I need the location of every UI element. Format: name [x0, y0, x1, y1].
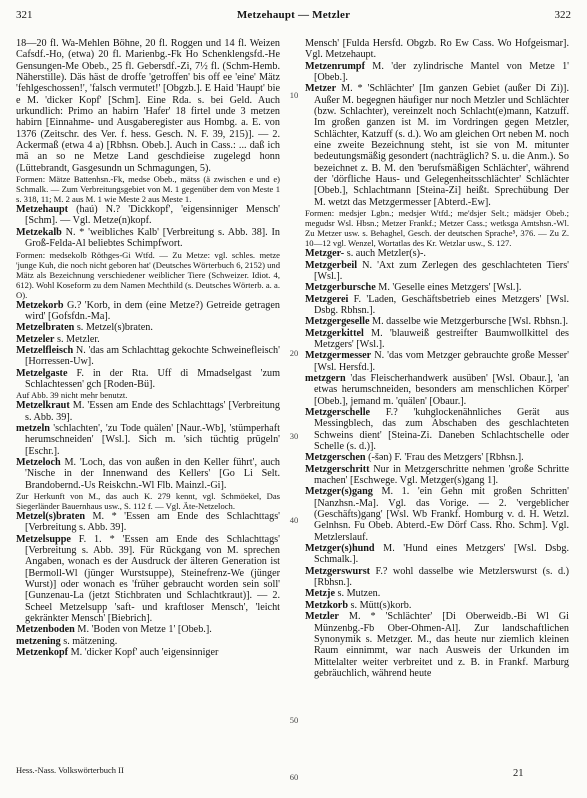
dictionary-entry [16, 457, 280, 491]
entry-text: Nur in Metzgerschritte nehmen 'große Schritte machen' [Eschwege. Vgl. Metzger(s)gang 1]. [314, 463, 569, 487]
headword: Metzelbraten [16, 322, 75, 334]
dictionary-entry [16, 511, 280, 534]
entry-text: Zur Herkunft von M., das auch K. 279 kennt, vgl. Schmöekel, Das Siegerländer Bauernhaus usw., S. 112 f. — Vgl. Äte-Netzeloch. [16, 491, 280, 511]
entry-text: 'schlachten', 'zu Tode quälen' [Naur.-Wb], 'stümperhaft herumschneiden' [Wsl.]. Sich m. 'sich tüchtig prügeln' [Eschr.]. [25, 422, 280, 457]
headword: Metzgerswurst [305, 565, 371, 577]
headword: Metzenrumpf [305, 60, 365, 72]
dictionary-entry [305, 566, 569, 589]
line-number: 60 [289, 772, 299, 782]
entry-text: M. 'Geselle eines Metzgers' [Wsl.]. [375, 282, 522, 294]
headword: Metzekorb [16, 299, 64, 311]
headword: Metzehaupt [16, 204, 69, 216]
continued-text [305, 38, 569, 61]
dictionary-entry [16, 624, 280, 635]
signature-number: 21 [513, 768, 524, 779]
dictionary-entry [305, 83, 569, 208]
headword: Metzger- [305, 248, 345, 260]
entry-text: N. * 'weibliches Kalb' [Verbreitung s. Abb. 38]. In Groß-Felda-Al beliebtes Schimpfwort. [25, 226, 280, 250]
left-column [16, 38, 280, 658]
dictionary-entry [305, 600, 569, 611]
entry-text: F.? wohl dasselbe wie Metzlerswurst (s. d.) [Rbhsn.]. [314, 565, 569, 589]
headword: Metzel(s)braten [16, 511, 86, 522]
dictionary-entry [16, 534, 280, 625]
entry-text: (-šən) F. 'Frau des Metzgers' [Rbhsn.]. [365, 452, 524, 464]
entry-text: M. 'der zylindrische Mantel von Metze 1' [Obeb.]. [314, 60, 569, 84]
dictionary-entry [16, 400, 280, 423]
continued-text [16, 38, 280, 174]
entry-text: F. 1. * 'Essen am Ende des Schlachttags' [Verbreitung s. Abb. 39]. Für Rückgang von M. sprechen Angaben, wonach es der Ausdruck der älteren Generation ist [Bermoll-Wl (jünger Wurstsuppe), Steinefrenz-We (jünger Wurst)] oder wonach es 'früher gebraucht worden sein soll' [Gunzenau-La (jetzt Stichbraten und Schlachtkraut)]. — 2. Scheel Metzelsupp 'saft- und kraftloser Mensch', 'leicht gekränkter Mensch' [Biebrich]. [25, 533, 280, 625]
headword: Metzelfleisch [16, 344, 74, 356]
entry-text: Formen: Mätze Battenhsn.-Fk, medse Obeb., mätss (ä zwischen e und e) Schmalk. — Zum Verbreitungsgebiet von M. 1 gegenüber dem von Meste 1 s. 318, 11; M. 2 aus M. 1 wie Meste 2 aus Meste 1. [16, 174, 280, 205]
headword: Metzelgaste [16, 367, 68, 379]
entry-text: N. 'das am Schlachttag gekochte Schweinefleisch' [Horressen-Uw]. [25, 344, 280, 368]
dictionary-entry [305, 61, 569, 84]
headword: Metzgerbeil [305, 259, 358, 271]
dictionary-entry [305, 407, 569, 452]
entry-text: M. 'Essen am Ende des Schlachttags' [Verbreitung s. Abb. 39]. [25, 400, 280, 423]
dictionary-entry [305, 464, 569, 487]
dictionary-entry [305, 328, 569, 351]
headword: Metzer [305, 83, 337, 95]
entry-text: s. Metzler. [54, 333, 100, 345]
dictionary-entry [16, 227, 280, 250]
entry-text: 18—20 fl. Wa-Mehlen Böhne, 20 fl. Roggen und 14 fl. Weizen Cafsdf.-Ho, (etwa) 20 fl. Marienbg.-Fk Ho Schenklengsfd.-He Gensungen-Me Obeb., 25 fl. Gebersdf.-Zi, 7½ fl. (Schm-Hemb. Näherstille). Däs häst de droffe 'getroffen' bis off ee 'eine' Mätz 'fehlgeschossen!', 'falsch vermutet!' [Obgzb.]. E Haid 'Haupt' bie e M. 'dicker Kopf' [Schm]. Eine Rda. s. bei Geld. Auch urkundlich: Primo an habirn 'Hafer' 18 firtel unde 3 metzen habirn [Einnahme- und Ausgaberegister aus Hombg. a. E. von 1376 (Zeitschr. des Ver. f. hess. Gesch. N. F. 39, 215)]. — 2. Ackermaß (etwa 4 a) [Rbhsn. Obeb.]. Auch in Cass.: ... daß ich mä an so ne Metze Land geschdieise zugelegd honn (Lüttebrandt, Gasgesundn un Schmagungen, 5). [16, 38, 280, 174]
dictionary-entry [305, 350, 569, 373]
line-number: 30 [289, 431, 299, 441]
entry-text: M. dasselbe wie Metzgerbursche [Wsl. Rbhsn.]. [369, 316, 569, 328]
entry-text: F. 'Laden, Geschäftsbetrieb eines Metzgers' [Wsl. Dsbg. Rbhsn.]. [314, 293, 569, 316]
headword: Metzgermesser [305, 350, 372, 362]
page-title: Metzehaupt — Metzler [236, 9, 351, 21]
dictionary-entry [305, 282, 569, 293]
note-paragraph [16, 174, 280, 204]
line-number: 40 [289, 515, 299, 525]
line-number: 50 [289, 715, 299, 725]
dictionary-entry [16, 423, 280, 457]
headword: Metzgerbursche [305, 282, 376, 294]
line-number: 20 [289, 348, 299, 358]
entry-text: s. Mütt(s)korb. [348, 599, 412, 611]
headword: Metzelkraut [16, 400, 70, 412]
entry-text: F.? 'kuhglockenähnliches Gerät aus Messingblech, das zum Abschaben des geschlachteten Schweins dient' [Steina-Zi. Daneben Schlachtschelle oder Schelle (s. d.)]. [314, 406, 569, 452]
entry-text: s. auch Metzler(s)-. [344, 248, 426, 260]
entry-text: M. * 'Essen am Ende des Schlachttags' [Verbreitung s. Abb. 39]. [25, 511, 280, 534]
headword: Metzekalb [16, 226, 62, 238]
headword: Metzje [305, 588, 335, 600]
entry-text: Mensch' [Fulda Hersfd. Obgzb. Ro Ew Cass. Wo Hofgeismar]. Vgl. Metzehaupt. [305, 38, 569, 61]
dictionary-entry [16, 368, 280, 391]
headword: Metzgerschelle [305, 406, 371, 418]
entry-text: M. 1. 'ein Gehn mit großen Schritten' [Nanzhsn.-Ma]. Vgl. das Vorige. — 2. 'vergeblicher (Geschäfts)gang' [Wsl. Wb Frankf. Homburg v. d. H. Wetzl. Gelnhsn. Fu Obeb. Abterd.-Ew Dörf Cass. Rho. Schm]. Vgl. Metzlerslauf. [314, 486, 569, 543]
headword: Metzgergeselle [305, 316, 370, 328]
headword: Metzgerkittel [305, 327, 364, 339]
headword: Metzgerschritt [305, 463, 370, 475]
headword: Metzelsuppe [16, 533, 71, 545]
dictionary-entry [16, 636, 280, 647]
dictionary-entry [305, 588, 569, 599]
entry-text: (haú) N.? 'Dickkopf', 'eigensinniger Mensch' [Schm]. — Vgl. Metze(n)kopf. [25, 204, 280, 227]
entry-text: Formen: medsjer Lgbn.; medsjer Wtfd.; me'dsjer Selt.; mädsjer Obeb.; megudsr Wsl. Hbsn.; Metzer Frankf.; Metzer Cass.; wetksga Amtshsn.-Wl. Zu Metzer usw. s. Behaghel, Gesch. der deutschen Sprache⁵, 376. — Zu Z. 10—12 vgl. Wenzel, Wortatlas des Kr. Wetzlar usw., S. 127. [305, 208, 569, 249]
headword: metzening [16, 635, 61, 647]
dictionary-entry [305, 316, 569, 327]
entry-text: s. Metzel(s)braten. [74, 322, 153, 334]
entry-text: M. 'blauweiß gestreifter Baumwollkittel des Metzgers' [Wsl.]. [314, 327, 569, 350]
dictionary-entry [305, 486, 569, 543]
headword: Metzler [305, 611, 339, 623]
entry-text: G.? 'Korb, in dem (eine Metze?) Getreide getragen wird' [Gofsfdn.-Ma]. [25, 299, 280, 322]
entry-text: M. * 'Schlächter' [Di Oberweidb.-Bi Wl Gi Münzenbg.-Fb Ober-Ohmen-Al]. Zur landschaftlichen Synonymik s. Metzger. M., das heute nur ziemlich kleinen Raum einnimmt, war nach Ausweis der Urkunden im Mittelalter weiter verbreitet und z. B. in Frankf. Marburg gebräuchlich, während heute [314, 611, 569, 679]
dictionary-entry [16, 204, 280, 227]
entry-text: M. 'dicker Kopf' auch 'eigensinniger [68, 647, 219, 659]
headword: Metzger(s)hund [305, 543, 375, 555]
dictionary-entry [305, 543, 569, 566]
headword: Metzeler [16, 333, 55, 345]
right-column [305, 38, 569, 679]
note-paragraph [16, 491, 280, 511]
note-paragraph [16, 250, 280, 300]
page-number-right: 322 [554, 9, 571, 21]
entry-text: M. 'Hund eines Metzgers' [Wsl. Dsbg. Schmalk.]. [314, 543, 569, 566]
dictionary-entry [305, 248, 569, 259]
note-paragraph [16, 390, 280, 400]
dictionary-entry [16, 300, 280, 323]
page-number-left: 321 [16, 9, 33, 21]
dictionary-entry [16, 322, 280, 333]
entry-text: M. 'Boden von Metze 1' [Obeb.]. [74, 624, 212, 636]
entry-text: s. mätzening. [60, 635, 118, 647]
entry-text: Formen: medsekolb Röthges-Gi Wtfd. — Zu Metze: vgl. schles. metze 'junge Kuh, die noch nicht geboren hat' (Deutsches Wörterbuch 6, 2152) und Mätz als Bezeichnung verschiedener weiblicher Tiere (Schweizer. Idiot. 4, 612). Wohl Koseform zu dem Namen Mechthild (s. Deutsches Wörterb. a. a. O). [16, 249, 280, 300]
headword: metzeln [16, 422, 50, 434]
page-header [16, 9, 571, 27]
entry-text: 'das Fleischerhandwerk ausüben' [Wsl. Obaur.], 'an etwas herumschneiden, besonders am menschlichen Körper' [Obeb.], jemand m. 'quälen' [Obaur.]. [314, 372, 569, 407]
headword: Metzenkopf [16, 647, 69, 659]
entry-text: Auf Abb. 39 nicht mehr benutzt. [16, 390, 128, 401]
entry-text: M. * 'Schlächter' [Im ganzen Gebiet (außer Di Zi)]. Außer M. begegnen häufiger nur noch Metzler und Schlächter (bzw. Schlachter), vereinzelt noch Schlacht(e)mann, Katzuff. Im großen ganzen ist M. im Vordringen gegen Metzler, Schlächter, Katzuff (s. d.). Wo am gleichen Ort neben M. noch eine zweite Bezeichnung steht, ist sie von M. mitunter bedeutungsmäßig gesondert (nachträglich? S. u. die Anm.). So bezeichnet z. B. M. den 'berufsmäßigen Schlächter', während der 'dörfliche Haus- und Gelegenheitsschlächter' Schlächter [Obeb.], Schlachtmann [Steina-Zi] heißt. Sprechübung Der M. wetzt das Metzgermesser [Abterd.-Ew]. [314, 83, 569, 208]
dictionary-entry [16, 334, 280, 345]
headword: Metzger(s)gang [305, 486, 373, 498]
dictionary-entry [16, 345, 280, 368]
entry-text: s. Mutzen. [334, 588, 381, 600]
dictionary-entry [305, 611, 569, 679]
headword: Metzgerschen [305, 452, 366, 464]
dictionary-entry [305, 294, 569, 317]
note-paragraph [305, 208, 569, 248]
dictionary-entry [16, 647, 280, 658]
entry-text: M. 'Loch, das von außen in den Keller führt', auch 'Nische in der Innenwand des Kellers' [Go Li Selt. Brandobernd.-Us Reiskchn.-Wl Flb. Mainzl.-Gi]. [25, 456, 280, 491]
dictionary-entry [305, 260, 569, 283]
footer-note: Hess.-Nass. Volkswörterbuch II [16, 765, 124, 775]
headword: Metzgerei [305, 293, 349, 305]
dictionary-entry [305, 452, 569, 463]
headword: Metzenboden [16, 624, 75, 636]
entry-text: N. 'das vom Metzger gebrauchte große Messer' [Wsl. Hersfd.]. [314, 350, 569, 373]
line-number: 10 [289, 90, 299, 100]
entry-text: F. in der Rta. Uff di Mmadselgast 'zum Schlachtessen' gch [Roden-Bü]. [25, 367, 280, 390]
headword: Metzkorb [305, 599, 348, 611]
headword: metzgern [305, 372, 346, 384]
headword: Metzeloch [16, 456, 61, 468]
entry-text: N. 'Axt zum Zerlegen des geschlachteten Tiers' [Wsl.]. [314, 259, 569, 282]
dictionary-entry [305, 373, 569, 407]
